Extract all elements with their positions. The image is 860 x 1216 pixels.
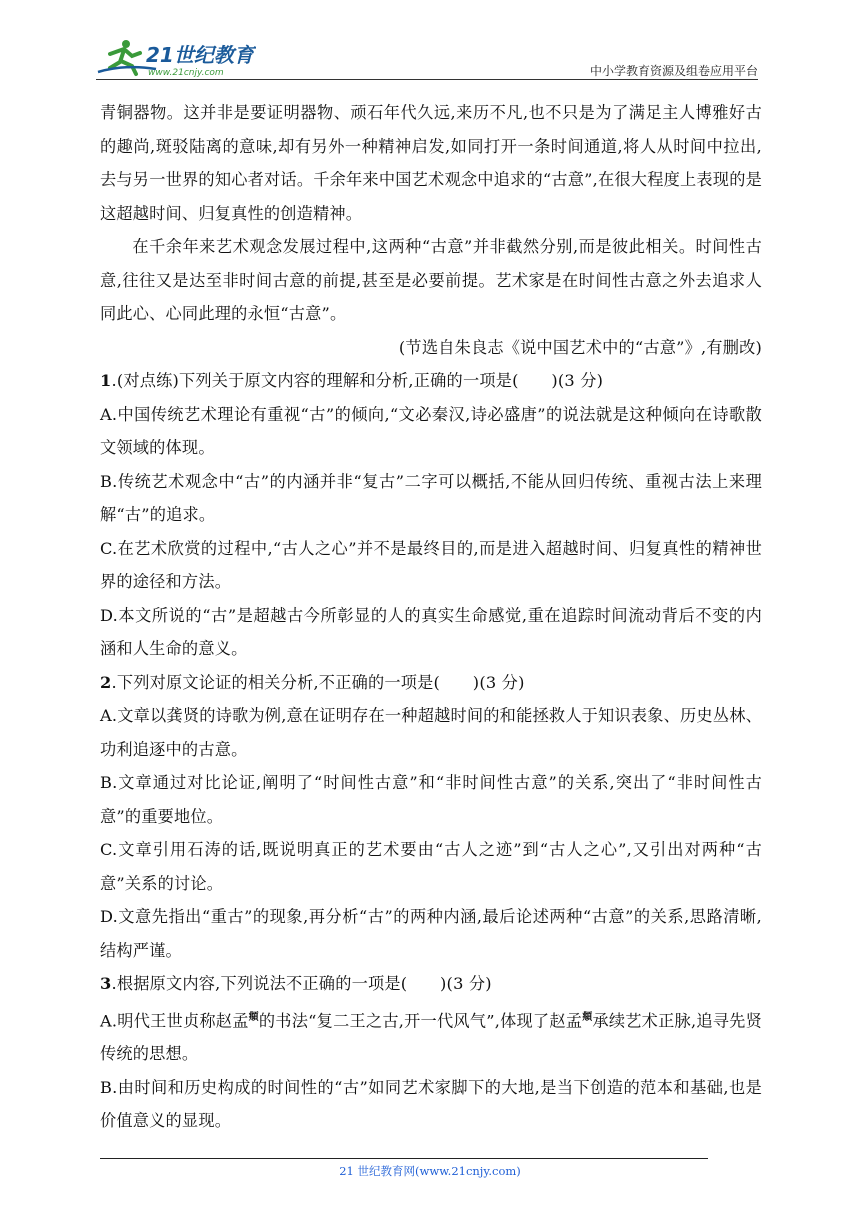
question-text: .(对点练)下列关于原文内容的理解和分析,正确的一项是( )(3 分) [111,371,604,390]
question-1-stem [100,364,762,398]
q3-a-text-1: A.明代王世贞称赵孟 [100,1010,249,1030]
logo-url: www.21cnjy.com [148,68,224,78]
q2-option-d: D.文意先指出“重古”的现象,再分析“古”的两种内涵,最后论述两种“古意”的关系,思路清晰,结构严谨。 [100,907,762,960]
q1-option-c: C.在艺术欣赏的过程中,“古人之心”并不是最终目的,而是进入超越时间、归复真性的精神世界的途径和方法。 [100,538,762,591]
footer-link[interactable]: 21 世纪教育网(www.21cnjy.com) [339,1164,521,1178]
question-text: .下列对原文论证的相关分析,不正确的一项是( )(3 分) [111,672,525,692]
q3-a-text-3: 承续艺术正脉,追寻先贤传统的思想。 [100,1010,762,1064]
question-number: 2 [100,672,112,692]
question-2-stem [100,666,762,700]
source-citation: (节选自朱良志《说中国艺术中的“古意”》,有删改) [398,337,762,357]
header-divider [96,79,758,80]
question-number: 1 [100,371,112,390]
page-header [96,30,758,80]
q3-a-glyph-1: 頫 [248,1011,259,1023]
q1-option-a: A.中国传统艺术理论有重视“古”的倾向,“文必秦汉,诗必盛唐”的说法就是这种倾向在诗歌散文领域的体现。 [100,404,762,457]
q2-option-b: B.文章通过对比论证,阐明了“时间性古意”和“非时间性古意”的关系,突出了“非时间性古意”的重要地位。 [100,773,762,826]
site-logo [96,36,256,78]
q2-option-c: C.文章引用石涛的话,既说明真正的艺术要由“古人之迹”到“古人之心”,又引出对两种“古意”关系的讨论。 [100,840,762,893]
q3-option-b: B.由时间和历史构成的时间性的“古”如同艺术家脚下的大地,是当下创造的范本和基础,也是价值意义的显现。 [100,1077,762,1131]
paragraph-2: 在千余年来艺术观念发展过程中,这两种“古意”并非截然分别,而是彼此相关。时间性古意,往往又是达至非时间古意的前提,甚至是必要前提。艺术家是在时间性古意之外去追求人同此心、心同此理的永恒“古意”。 [100,237,762,323]
logo-title: 21世纪教育 [146,43,254,67]
q3-a-glyph-2: 頫 [582,1011,593,1023]
q3-option-a [100,1001,762,1071]
q3-a-text-2: 的书法“复二王之古,开一代风气”,体现了赵孟 [258,1010,583,1030]
question-number: 3 [100,974,112,993]
q2-option-a: A.文章以龚贤的诗歌为例,意在证明存在一种超越时间的和能拯救人于知识表象、历史丛林、功利追逐中的古意。 [100,706,762,759]
document-body [100,96,762,1138]
footer-divider [100,1158,708,1159]
q1-option-b: B.传统艺术观念中“古”的内涵并非“复古”二字可以概括,不能从回归传统、重视古法上来理解“古”的追求。 [100,471,762,524]
question-text: .根据原文内容,下列说法不正确的一项是( )(3 分) [111,974,492,993]
header-platform-text: 中小学教育资源及组卷应用平台 [589,64,758,78]
paragraph-1: 青铜器物。这并非是要证明器物、顽石年代久远,来历不凡,也不只是为了满足主人博雅好古的趣尚,斑驳陆离的意味,却有另外一种精神启发,如同打开一条时间通道,将人从时间中拉出,去与另一世界的知心者对话。千余年来中国艺术观念中追求的“古意”,在很大程度上表现的是这超越时间、归复真性的创造精神。 [100,103,762,223]
question-3-stem [100,967,762,1001]
q1-option-d: D.本文所说的“古”是超越古今所彰显的人的真实生命感觉,重在追踪时间流动背后不变的内涵和人生命的意义。 [100,605,762,658]
